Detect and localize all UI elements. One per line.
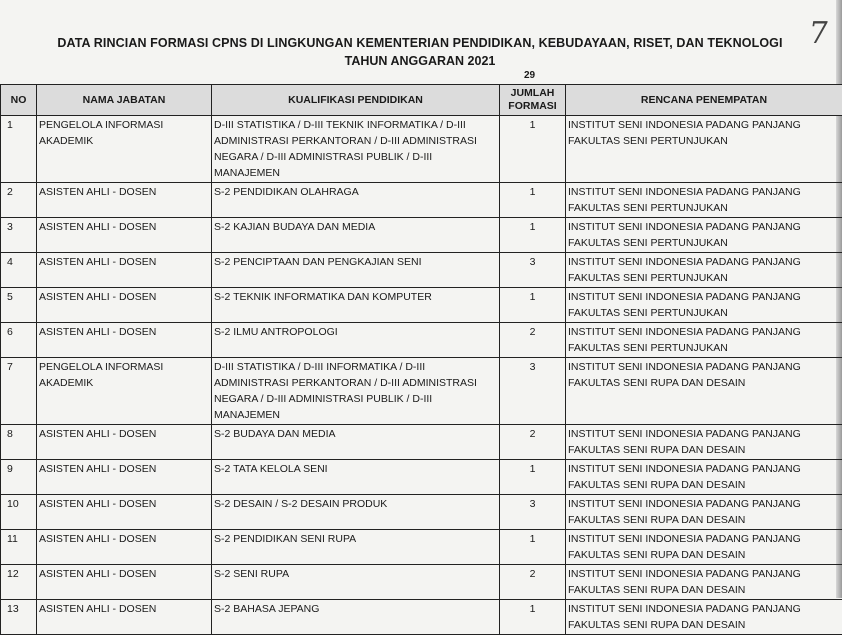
cell-kualifikasi: S-2 BUDAYA DAN MEDIA bbox=[212, 425, 500, 460]
cell-no: 1 bbox=[1, 116, 37, 183]
cell-kualifikasi: S-2 PENDIDIKAN SENI RUPA bbox=[212, 530, 500, 565]
cell-jumlah: 2 bbox=[500, 565, 566, 600]
header-jumlah: JUMLAH FORMASI bbox=[500, 85, 566, 116]
cell-jabatan: ASISTEN AHLI - DOSEN bbox=[37, 425, 212, 460]
cell-no: 6 bbox=[1, 323, 37, 358]
table-row bbox=[1, 218, 842, 253]
cell-no: 10 bbox=[1, 495, 37, 530]
handwritten-page-mark: 7 bbox=[806, 16, 830, 51]
cell-jabatan: PENGELOLA INFORMASI AKADEMIK bbox=[37, 116, 212, 183]
table-row bbox=[1, 565, 842, 600]
cell-jumlah: 3 bbox=[500, 495, 566, 530]
cell-no: 2 bbox=[1, 183, 37, 218]
cell-penempatan: INSTITUT SENI INDONESIA PADANG PANJANG FAKULTAS SENI PERTUNJUKAN bbox=[566, 218, 842, 253]
table-row bbox=[1, 116, 842, 183]
cell-jumlah: 1 bbox=[500, 530, 566, 565]
cell-kualifikasi: S-2 SENI RUPA bbox=[212, 565, 500, 600]
cell-kualifikasi: S-2 PENCIPTAAN DAN PENGKAJIAN SENI bbox=[212, 253, 500, 288]
cell-penempatan: INSTITUT SENI INDONESIA PADANG PANJANG FAKULTAS SENI RUPA DAN DESAIN bbox=[566, 495, 842, 530]
cell-no: 9 bbox=[1, 460, 37, 495]
table-row bbox=[1, 288, 842, 323]
header-jabatan: NAMA JABATAN bbox=[37, 85, 212, 116]
table-row bbox=[1, 183, 842, 218]
cell-no: 3 bbox=[1, 218, 37, 253]
cell-jumlah: 2 bbox=[500, 425, 566, 460]
cell-kualifikasi: S-2 BAHASA JEPANG bbox=[212, 600, 500, 635]
cell-penempatan: INSTITUT SENI INDONESIA PADANG PANJANG FAKULTAS SENI RUPA DAN DESAIN bbox=[566, 460, 842, 495]
cell-penempatan: INSTITUT SENI INDONESIA PADANG PANJANG FAKULTAS SENI RUPA DAN DESAIN bbox=[566, 358, 842, 425]
page-label: 29 bbox=[524, 70, 535, 81]
cell-jumlah: 1 bbox=[500, 218, 566, 253]
cell-jumlah: 1 bbox=[500, 460, 566, 495]
cell-jumlah: 2 bbox=[500, 323, 566, 358]
cell-jabatan: ASISTEN AHLI - DOSEN bbox=[37, 183, 212, 218]
cell-jumlah: 3 bbox=[500, 253, 566, 288]
cell-kualifikasi: S-2 KAJIAN BUDAYA DAN MEDIA bbox=[212, 218, 500, 253]
cell-penempatan: INSTITUT SENI INDONESIA PADANG PANJANG FAKULTAS SENI PERTUNJUKAN bbox=[566, 253, 842, 288]
cell-no: 8 bbox=[1, 425, 37, 460]
cell-jabatan: ASISTEN AHLI - DOSEN bbox=[37, 253, 212, 288]
cell-penempatan: INSTITUT SENI INDONESIA PADANG PANJANG FAKULTAS SENI RUPA DAN DESAIN bbox=[566, 565, 842, 600]
cell-penempatan: INSTITUT SENI INDONESIA PADANG PANJANG FAKULTAS SENI RUPA DAN DESAIN bbox=[566, 425, 842, 460]
cell-jabatan: PENGELOLA INFORMASI AKADEMIK bbox=[37, 358, 212, 425]
table-row bbox=[1, 600, 842, 635]
document-title: DATA RINCIAN FORMASI CPNS DI LINGKUNGAN KEMENTERIAN PENDIDIKAN, KEBUDAYAAN, RISET, DAN TEKNOLOGI bbox=[40, 36, 800, 50]
table-header-row bbox=[1, 85, 842, 116]
cell-penempatan: INSTITUT SENI INDONESIA PADANG PANJANG FAKULTAS SENI PERTUNJUKAN bbox=[566, 323, 842, 358]
table-body bbox=[1, 116, 842, 635]
table-row bbox=[1, 253, 842, 288]
cell-jumlah: 1 bbox=[500, 600, 566, 635]
cell-penempatan: INSTITUT SENI INDONESIA PADANG PANJANG FAKULTAS SENI RUPA DAN DESAIN bbox=[566, 530, 842, 565]
cell-no: 4 bbox=[1, 253, 37, 288]
cell-kualifikasi: S-2 TATA KELOLA SENI bbox=[212, 460, 500, 495]
cell-penempatan: INSTITUT SENI INDONESIA PADANG PANJANG FAKULTAS SENI PERTUNJUKAN bbox=[566, 116, 842, 183]
cell-jabatan: ASISTEN AHLI - DOSEN bbox=[37, 565, 212, 600]
cell-jabatan: ASISTEN AHLI - DOSEN bbox=[37, 495, 212, 530]
cell-kualifikasi: S-2 TEKNIK INFORMATIKA DAN KOMPUTER bbox=[212, 288, 500, 323]
table-row bbox=[1, 460, 842, 495]
cell-kualifikasi: S-2 ILMU ANTROPOLOGI bbox=[212, 323, 500, 358]
cell-jumlah: 1 bbox=[500, 116, 566, 183]
formation-table bbox=[0, 84, 842, 635]
cell-no: 11 bbox=[1, 530, 37, 565]
header-penempatan: RENCANA PENEMPATAN bbox=[566, 85, 842, 116]
cell-penempatan: INSTITUT SENI INDONESIA PADANG PANJANG FAKULTAS SENI RUPA DAN DESAIN bbox=[566, 600, 842, 635]
cell-penempatan: INSTITUT SENI INDONESIA PADANG PANJANG FAKULTAS SENI PERTUNJUKAN bbox=[566, 288, 842, 323]
table-row bbox=[1, 425, 842, 460]
cell-kualifikasi: S-2 PENDIDIKAN OLAHRAGA bbox=[212, 183, 500, 218]
table-row bbox=[1, 530, 842, 565]
cell-jabatan: ASISTEN AHLI - DOSEN bbox=[37, 288, 212, 323]
table-row bbox=[1, 323, 842, 358]
table-row bbox=[1, 358, 842, 425]
cell-jumlah: 3 bbox=[500, 358, 566, 425]
table-row bbox=[1, 495, 842, 530]
document-subtitle: TAHUN ANGGARAN 2021 bbox=[40, 54, 800, 68]
cell-kualifikasi: D-III STATISTIKA / D-III TEKNIK INFORMATIKA / D-III ADMINISTRASI PERKANTORAN / D-III ADMINISTRASI NEGARA / D-III ADMINISTRASI PUBLIK / D-III MANAJEMEN bbox=[212, 116, 500, 183]
cell-jabatan: ASISTEN AHLI - DOSEN bbox=[37, 218, 212, 253]
header-kualifikasi: KUALIFIKASI PENDIDIKAN bbox=[212, 85, 500, 116]
cell-jabatan: ASISTEN AHLI - DOSEN bbox=[37, 460, 212, 495]
cell-jabatan: ASISTEN AHLI - DOSEN bbox=[37, 530, 212, 565]
cell-jumlah: 1 bbox=[500, 183, 566, 218]
cell-penempatan: INSTITUT SENI INDONESIA PADANG PANJANG FAKULTAS SENI PERTUNJUKAN bbox=[566, 183, 842, 218]
cell-no: 5 bbox=[1, 288, 37, 323]
cell-kualifikasi: S-2 DESAIN / S-2 DESAIN PRODUK bbox=[212, 495, 500, 530]
cell-jabatan: ASISTEN AHLI - DOSEN bbox=[37, 323, 212, 358]
cell-jabatan: ASISTEN AHLI - DOSEN bbox=[37, 600, 212, 635]
cell-kualifikasi: D-III STATISTIKA / D-III INFORMATIKA / D-III ADMINISTRASI PERKANTORAN / D-III ADMINISTRASI NEGARA / D-III ADMINISTRASI PUBLIK / D-III MANAJEMEN bbox=[212, 358, 500, 425]
cell-jumlah: 1 bbox=[500, 288, 566, 323]
cell-no: 12 bbox=[1, 565, 37, 600]
cell-no: 13 bbox=[1, 600, 37, 635]
header-no: NO bbox=[1, 85, 37, 116]
cell-no: 7 bbox=[1, 358, 37, 425]
